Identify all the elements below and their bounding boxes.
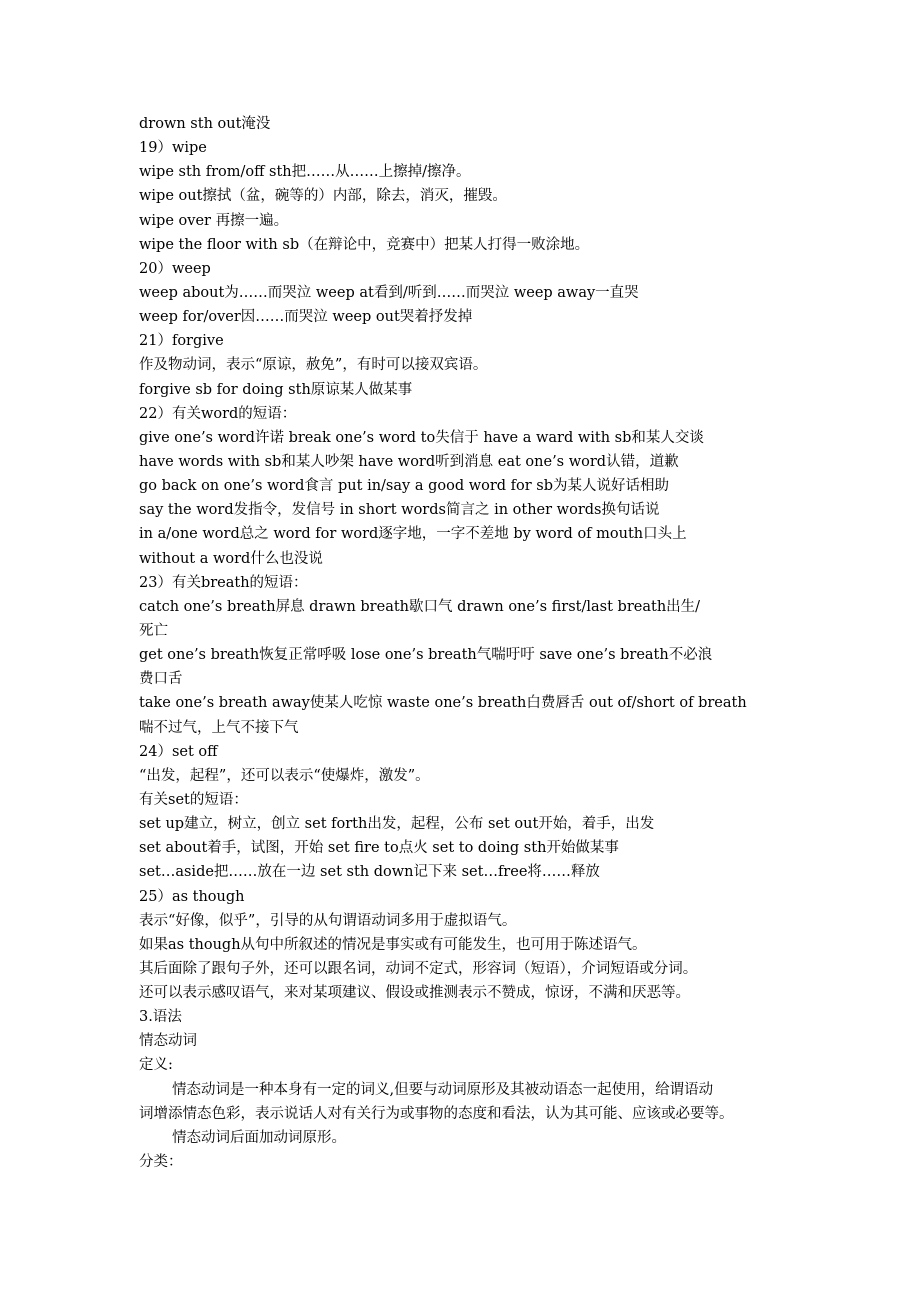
text-line: weep for/over因……而哭泣 weep out哭着抒发掉 bbox=[139, 309, 473, 326]
text-line: 情态动词是一种本身有一定的词义,但要与动词原形及其被动语态一起使用，给谓语动 bbox=[172, 1081, 714, 1098]
text-line: 20）weep bbox=[139, 260, 211, 277]
text-line: set up建立，树立，创立 set forth出发，起程，公布 set out开始，着手，出发 bbox=[139, 816, 655, 833]
text-line: 喘不过气，上气不接下气 bbox=[139, 719, 299, 736]
text-line: forgive sb for doing sth原谅某人做某事 bbox=[139, 381, 413, 398]
text-line: 23）有关breath的短语： bbox=[139, 574, 308, 591]
text-line: 24）set off bbox=[139, 743, 218, 760]
text-line: wipe over 再擦一遍。 bbox=[139, 212, 289, 229]
text-line: 有关set的短语： bbox=[139, 791, 248, 808]
text-line: 还可以表示感叹语气，来对某项建议、假设或推测表示不赞成，惊讶，不满和厌恶等。 bbox=[139, 985, 690, 1002]
text-line: 21）forgive bbox=[139, 333, 224, 350]
text-line: without a word什么也没说 bbox=[139, 550, 323, 567]
text-line: 25）as though bbox=[139, 888, 245, 905]
text-line: 作及物动词，表示“原谅，赦免”，有时可以接双宾语。 bbox=[139, 357, 488, 374]
text-line: wipe sth from/off sth把……从……上擦掉/擦净。 bbox=[139, 164, 471, 181]
text-line: 22）有关word的短语： bbox=[139, 405, 297, 422]
text-line: take one’s breath away使某人吃惊 waste one’s breath白费唇舌 out of/short of breath bbox=[139, 695, 747, 712]
text-line: in a/one word总之 word for word逐字地，一字不差地 by word of mouth口头上 bbox=[139, 526, 687, 543]
text-line: 3.语法 bbox=[139, 1009, 182, 1026]
text-line: wipe out擦拭（盆，碗等的）内部，除去，消灭，摧毁。 bbox=[139, 188, 507, 205]
text-line: 定义: bbox=[139, 1057, 173, 1074]
text-line: wipe the floor with sb（在辩论中，竞赛中）把某人打得一败涂地。 bbox=[139, 236, 590, 253]
text-line: have words with sb和某人吵架 have word听到消息 eat one’s word认错，道歉 bbox=[139, 453, 679, 470]
text-line: 分类： bbox=[139, 1154, 183, 1171]
text-line: 其后面除了跟句子外，还可以跟名词，动词不定式，形容词（短语），介词短语或分词。 bbox=[139, 960, 698, 977]
text-line: get one’s breath恢复正常呼吸 lose one’s breath气喘吁吁 save one’s breath不必浪 bbox=[139, 647, 713, 664]
document-page bbox=[139, 112, 839, 1174]
text-line: give one’s word许诺 break one’s word to失信于 have a ward with sb和某人交谈 bbox=[139, 429, 704, 446]
text-line: go back on one’s word食言 put in/say a good word for sb为某人说好话相助 bbox=[139, 478, 670, 495]
text-line: 死亡 bbox=[139, 622, 168, 639]
text-line: 如果as though从句中所叙述的情况是事实或有可能发生，也可用于陈述语气。 bbox=[139, 936, 647, 953]
text-line: 19）wipe bbox=[139, 140, 207, 157]
text-line: 表示“好像，似乎”，引导的从句谓语动词多用于虚拟语气。 bbox=[139, 912, 517, 929]
text-line: weep about为……而哭泣 weep at看到/听到……而哭泣 weep away一直哭 bbox=[139, 284, 639, 301]
text-line: “出发，起程”，还可以表示“使爆炸，激发”。 bbox=[139, 767, 430, 784]
text-line: 词增添情态色彩，表示说话人对有关行为或事物的态度和看法，认为其可能、应该或必要等。 bbox=[139, 1105, 734, 1122]
text-line: 费口舌 bbox=[139, 671, 183, 688]
text-line: 情态动词后面加动词原形。 bbox=[172, 1129, 346, 1146]
text-line: 情态动词 bbox=[139, 1033, 197, 1050]
text-line: catch one’s breath屏息 drawn breath歇口气 drawn one’s first/last breath出生/ bbox=[139, 598, 701, 615]
text-line: set about着手，试图，开始 set fire to点火 set to doing sth开始做某事 bbox=[139, 840, 619, 857]
text-line: drown sth out淹没 bbox=[139, 116, 271, 132]
text-line: set…aside把……放在一边 set sth down记下来 set…free将……释放 bbox=[139, 864, 600, 881]
text-line: say the word发指令，发信号 in short words简言之 in other words换句话说 bbox=[139, 502, 660, 519]
